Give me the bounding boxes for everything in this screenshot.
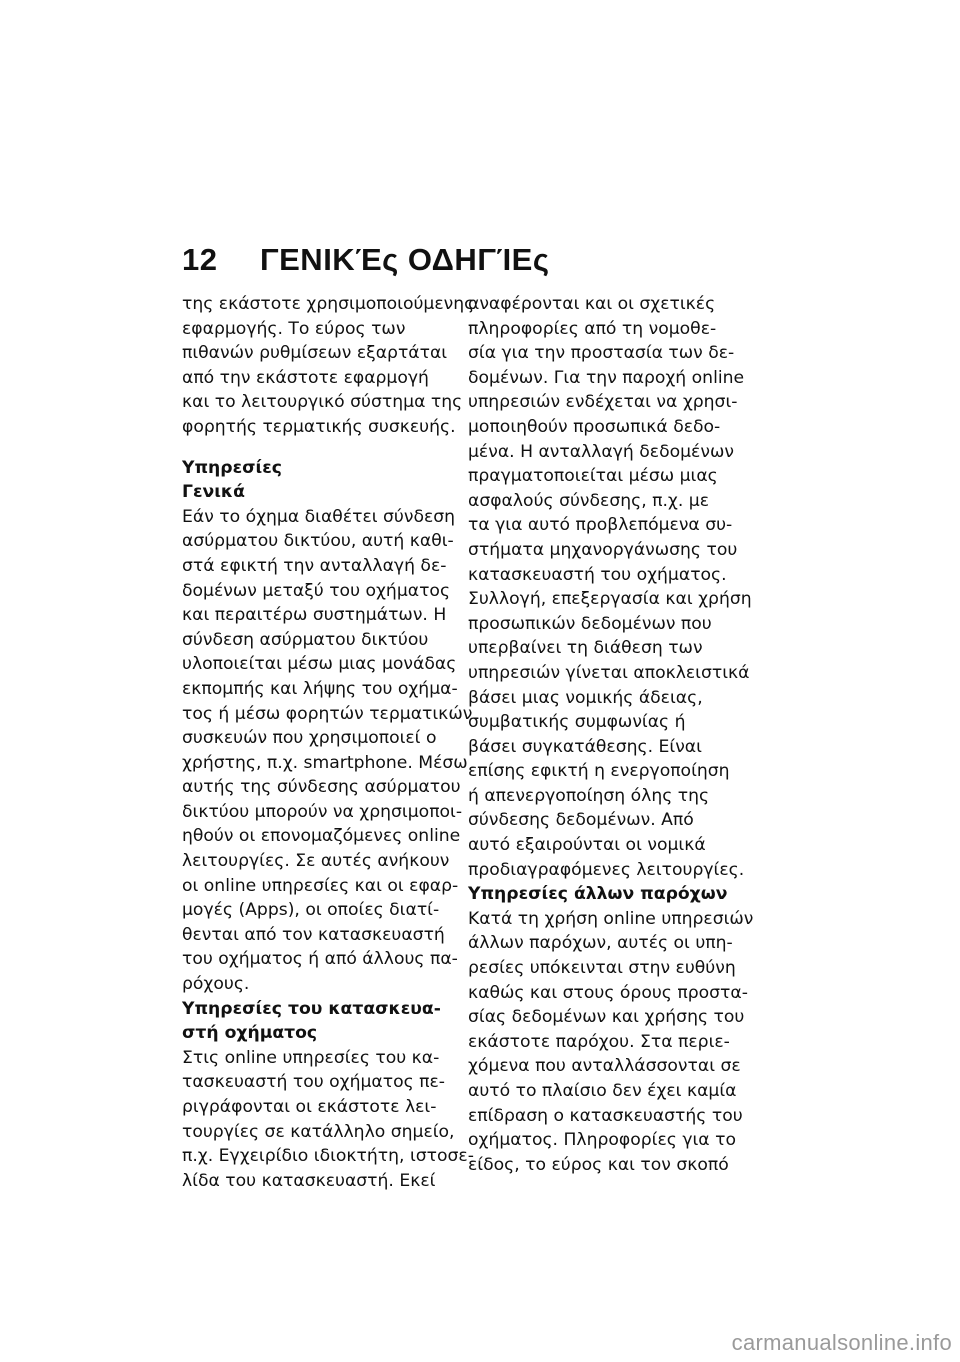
page-header: [182, 240, 782, 280]
text-line: ρόχους.: [182, 974, 250, 995]
text-line: πληροφορίες από τη νομοθε-: [468, 318, 717, 339]
text-line: συμβατικής συμφωνίας ή: [468, 712, 686, 733]
paragraph: [468, 292, 758, 882]
text-line: συσκευών που χρησιμοποιεί ο: [182, 728, 437, 749]
text-line: της εκάστοτε χρησιμοποιούμενης: [182, 294, 475, 314]
paragraph: [468, 907, 758, 1178]
text-line: υπηρεσιών γίνεται αποκλειστικά: [468, 662, 750, 683]
text-line: και περαιτέρω συστημάτων. Η: [182, 605, 447, 626]
text-line: ηθούν οι επονομαζόμενες online: [182, 826, 461, 847]
chapter-title: ΓΕΝΙΚΈς ΟΔΗΓΊΕς: [260, 242, 550, 277]
text-line: Γενικά: [182, 482, 245, 503]
text-line: υπερβαίνει τη διάθεση των: [468, 638, 703, 659]
text-line: εκάστοτε παρόχου. Στα περιε-: [468, 1031, 730, 1052]
paragraph-gap: [182, 440, 452, 456]
watermark: carmanualsonline.info: [731, 1330, 952, 1355]
right-text-column: [468, 292, 758, 1177]
text-line: ασύρματου δικτύου, αυτή καθι-: [182, 531, 454, 552]
text-line: οι online υπηρεσίες και οι εφαρ-: [182, 875, 459, 896]
text-line: τουργίες σε κατάλληλο σημείο,: [182, 1121, 455, 1142]
text-line: μένα. Η ανταλλαγή δεδομένων: [468, 441, 734, 462]
text-line: εφαρμογής. Το εύρος των: [182, 318, 406, 339]
text-line: δομένων. Για την παροχή online: [468, 367, 745, 388]
section-heading: [182, 456, 452, 481]
text-line: καθώς και στους όρους προστα-: [468, 982, 748, 1003]
text-line: κατασκευαστή του οχήματος.: [468, 564, 727, 585]
text-line: βάσει μιας νομικής άδειας,: [468, 687, 703, 708]
text-line: είδος, το εύρος και τον σκοπό: [468, 1154, 729, 1175]
text-line: λίδα του κατασκευαστή. Εκεί: [182, 1170, 436, 1191]
text-line: ρεσίες υπόκεινται στην ευθύνη: [468, 958, 736, 979]
section-heading: [468, 882, 758, 907]
text-line: φορητής τερματικής συσκευής.: [182, 416, 456, 437]
text-line: υπηρεσιών ενδέχεται να χρησι-: [468, 392, 738, 413]
section-heading: [182, 480, 452, 505]
text-line: Στις online υπηρεσίες του κα-: [182, 1047, 440, 1068]
text-line: λειτουργίες. Σε αυτές ανήκουν: [182, 851, 450, 872]
text-line: αυτό το πλαίσιο δεν έχει καμία: [468, 1081, 737, 1101]
text-line: και το λειτουργικό σύστημα της: [182, 392, 463, 413]
text-line: Υπηρεσίες: [182, 457, 282, 478]
text-line: του οχήματος ή από άλλους πα-: [182, 949, 458, 970]
text-line: μοποιηθούν προσωπικά δεδο-: [468, 416, 721, 437]
text-line: πραγματοποιείται μέσω μιας: [468, 466, 718, 487]
paragraph: [182, 292, 475, 440]
page-number: 12: [182, 242, 218, 277]
text-line: χόμενα που ανταλλάσσονται σε: [468, 1056, 741, 1077]
text-line: στή οχήματος: [182, 1023, 318, 1044]
text-line: επίσης εφικτή η ενεργοποίηση: [468, 761, 730, 782]
text-line: ασφαλούς σύνδεσης, π.χ. με: [468, 490, 710, 511]
text-line: πιθανών ρυθμίσεων εξαρτάται: [182, 343, 448, 364]
text-line: Υπηρεσίες του κατασκευα-: [182, 998, 441, 1019]
text-line: σίας δεδομένων και χρήσης του: [468, 1007, 745, 1028]
text-line: στήματα μηχανοργάνωσης του: [468, 539, 738, 560]
text-line: τα για αυτό προβλεπόμενα συ-: [468, 515, 733, 536]
text-line: χρήστης, π.χ. smartphone. Μέσω: [182, 752, 468, 773]
text-line: άλλων παρόχων, αυτές οι υπη-: [468, 933, 733, 954]
text-line: σύνδεση ασύρματου δικτύου: [182, 629, 429, 650]
text-line: προσωπικών δεδομένων που: [468, 613, 712, 634]
text-line: τος ή μέσω φορητών τερματικών: [182, 703, 473, 724]
text-line: Εάν το όχημα διαθέτει σύνδεση: [182, 506, 456, 527]
text-line: Συλλογή, επεξεργασία και χρήση: [468, 589, 752, 610]
paragraph: [182, 1046, 474, 1194]
text-line: από την εκάστοτε εφαρμογή: [182, 367, 429, 388]
text-line: Υπηρεσίες άλλων παρόχων: [468, 884, 728, 905]
text-line: αυτής της σύνδεσης ασύρματου: [182, 777, 461, 798]
text-line: στά εφικτή την ανταλλαγή δε-: [182, 555, 447, 576]
text-line: αναφέρονται και οι σχετικές: [468, 294, 716, 314]
paragraph: [182, 505, 473, 997]
text-line: σία για την προστασία των δε-: [468, 343, 735, 364]
text-line: δικτύου μπορούν να χρησιμοποι-: [182, 801, 463, 822]
text-line: επίδραση ο κατασκευαστής του: [468, 1105, 743, 1126]
text-line: αυτό εξαιρούνται οι νομικά: [468, 835, 706, 856]
text-line: προδιαγραφόμενες λειτουργίες.: [468, 859, 745, 880]
section-heading: [182, 997, 452, 1046]
text-line: υλοποιείται μέσω μιας μονάδας: [182, 654, 457, 675]
text-line: ριγράφονται οι εκάστοτε λει-: [182, 1097, 437, 1117]
text-line: βάσει συγκατάθεσης. Είναι: [468, 736, 702, 757]
text-line: οχήματος. Πληροφορίες για το: [468, 1130, 736, 1151]
text-line: Κατά τη χρήση online υπηρεσιών: [468, 908, 754, 929]
text-line: μογές (Apps), οι οποίες διατί-: [182, 900, 440, 921]
text-line: τασκευαστή του οχήματος πε-: [182, 1072, 445, 1093]
text-line: π.χ. Εγχειρίδιο ιδιοκτήτη, ιστοσε-: [182, 1146, 474, 1167]
text-line: ή απενεργοποίηση όλης της: [468, 785, 710, 806]
text-line: εκπομπής και λήψης του οχήμα-: [182, 678, 458, 699]
left-text-column: [182, 292, 475, 1193]
text-line: σύνδεσης δεδομένων. Από: [468, 810, 694, 831]
text-line: θενται από τον κατασκευαστή: [182, 924, 445, 945]
text-line: δομένων μεταξύ του οχήματος: [182, 580, 451, 601]
